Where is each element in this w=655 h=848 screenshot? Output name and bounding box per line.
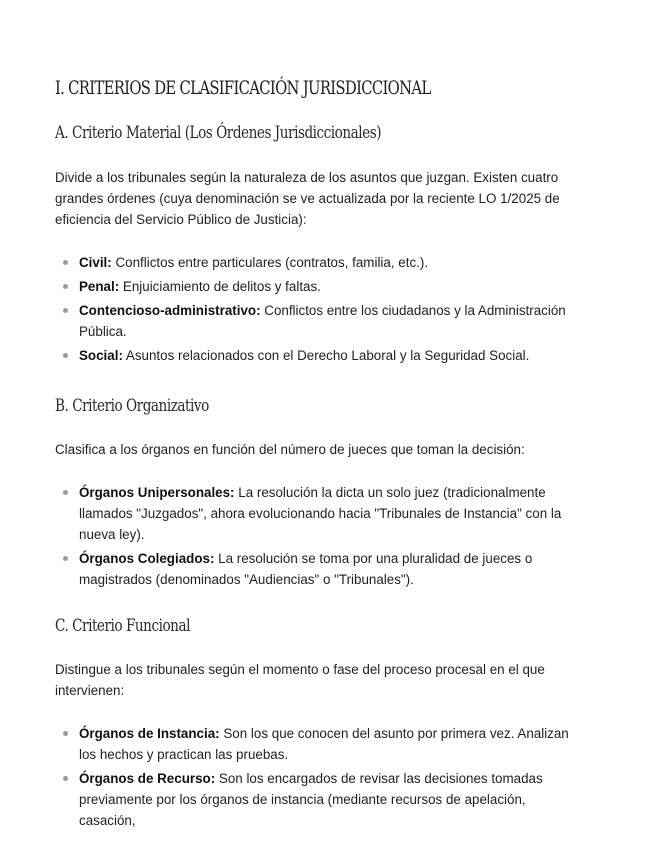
list-item: Órganos de Recurso: Son los encargados de revisar las decisiones tomadas previamente por los órganos de instancia (mediante recursos de apelación, casación, [55,768,585,831]
section-heading-organizativo: B. Criterio Organizativo [55,396,209,416]
section-heading-material: A. Criterio Material (Los Órdenes Jurisdiccionales) [55,123,382,143]
bullet-icon [63,776,68,781]
funcional-list [55,723,585,834]
section-intro-material: Divide a los tribunales según la naturaleza de los asuntos que juzgan. Existen cuatro grandes órdenes (cuya denominación se ve actualizada por la reciente LO 1/2025 de eficiencia del Servicio Público de Justicia): [55,170,560,227]
bullet-icon [63,260,68,265]
section-intro-funcional: Distingue a los tribunales según el momento o fase del proceso procesal en el que intervienen: [55,662,545,698]
organizativo-list [55,482,585,593]
bullet-icon [63,490,68,495]
list-item: Social: Asuntos relacionados con el Derecho Laboral y la Seguridad Social. [55,345,585,366]
bullet-icon [63,556,68,561]
list-item: Órganos Unipersonales: La resolución la dicta un solo juez (tradicionalmente llamados "Juzgados", ahora evolucionando hacia "Tribunales de Instancia" con la nueva ley). [55,482,585,545]
section-heading-funcional: C. Criterio Funcional [55,616,190,636]
list-item: Órganos Colegiados: La resolución se toma por una pluralidad de jueces o magistrados (denominados "Audiencias" o "Tribunales"). [55,548,585,590]
document-title: I. CRITERIOS DE CLASIFICACIÓN JURISDICCIONAL [55,77,431,99]
material-orders-list [55,252,585,369]
bullet-icon [63,353,68,358]
bullet-icon [63,308,68,313]
section-intro-organizativo: Clasifica a los órganos en función del número de jueces que toman la decisión: [55,442,525,457]
bullet-icon [63,284,68,289]
list-item: Civil: Conflictos entre particulares (contratos, familia, etc.). [55,252,585,273]
bullet-icon [63,731,68,736]
list-item: Penal: Enjuiciamiento de delitos y faltas. [55,276,585,297]
list-item: Contencioso-administrativo: Conflictos entre los ciudadanos y la Administración Pública. [55,300,585,342]
list-item: Órganos de Instancia: Son los que conocen del asunto por primera vez. Analizan los hechos y practican las pruebas. [55,723,585,765]
